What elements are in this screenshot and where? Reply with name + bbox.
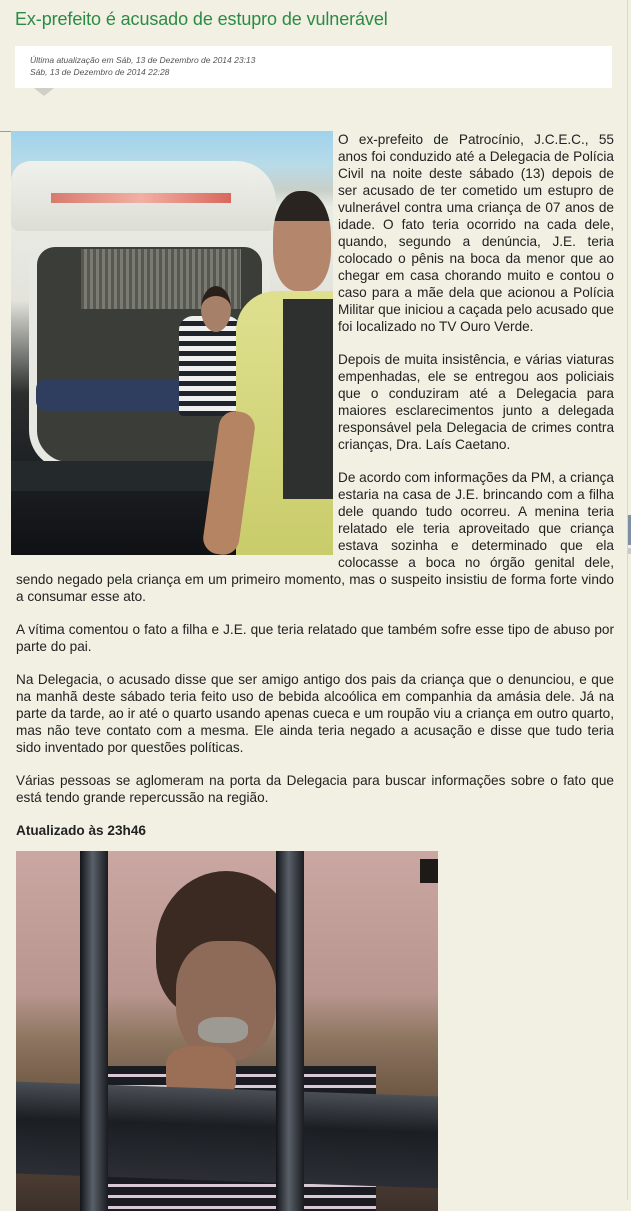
published-date: Sáb, 13 de Dezembro de 2014 22:28	[30, 67, 170, 77]
article-meta-box	[15, 46, 612, 88]
article-paragraph: Na Delegacia, o acusado disse que ser amigo antigo dos pais da criança que o denunciou, e que na manhã deste sábado teria feito uso de bebida alcoólica em companhia da amásia dele. Já na parte da tarde, ao ir até o quarto usando apenas cueca e um roupão viu a criança em outro quarto, mas não teve contato com a mesma. Ele ainda teria negado a acusação e disse que tudo teria sido inventado por questões políticas.	[16, 672, 614, 755]
meta-box-pointer	[34, 88, 54, 96]
page-right-border	[627, 0, 628, 1200]
article-paragraph: O ex-prefeito de Patrocínio, J.C.E.C., 55 anos foi conduzido até a Delegacia de Polícia Civil na noite deste sábado (13) depois de ser acusado de ter cometido um estupro de vulnerável contra uma criança de 07 anos de idade. O fato teria ocorrido na cada dele, quando, segundo a denúncia, J.E. teria colocado o pênis na boca da menor que ao chegar em casa chorando muito e contou o caso para a mãe dela que acionou a Polícia Militar que iniciou a caçada pelo acusado que foi localizado no TV Ouro Verde.	[338, 132, 614, 334]
photo-arrest-police-car	[11, 131, 333, 555]
update-heading: Atualizado às 23h46	[16, 823, 146, 838]
article-body	[16, 131, 614, 1211]
article-paragraph: Depois de muita insistência, e várias viaturas empenhadas, ele se entregou aos policiais que o conduziram até a Delegacia para maiores esclarecimentos junto a delegada responsável pela Delegacia de crimes contra crianças, Dra. Laís Caetano.	[338, 352, 614, 452]
last-updated-date: Última atualização em Sáb, 13 de Dezembro de 2014 23:13	[30, 55, 256, 65]
article-paragraph: De acordo com informações da PM, a criança estaria na casa de J.E. brincando com a filha dele quando tudo ocorreu. A menina teria relatado ele teria aproveitado que criança estava sozinha e determinado que ela colocasse a boca no órgão genital dele, sendo negado pela criança em um primeiro momento, mas o suspeito insistiu de forma forte vindo a consumar esse ato.	[16, 470, 614, 604]
article-paragraph: A vítima comentou o fato a filha e J.E. que teria relatado que também sofre esse tipo de abuso por parte do pai.	[16, 622, 614, 654]
article-title: Ex-prefeito é acusado de estupro de vulnerável	[15, 9, 388, 29]
article-paragraph: Várias pessoas se aglomeram na porta da Delegacia para buscar informações sobre o fato que está tendo grande repercussão na região.	[16, 773, 614, 805]
photo-suspect-behind-bars	[16, 851, 438, 1211]
